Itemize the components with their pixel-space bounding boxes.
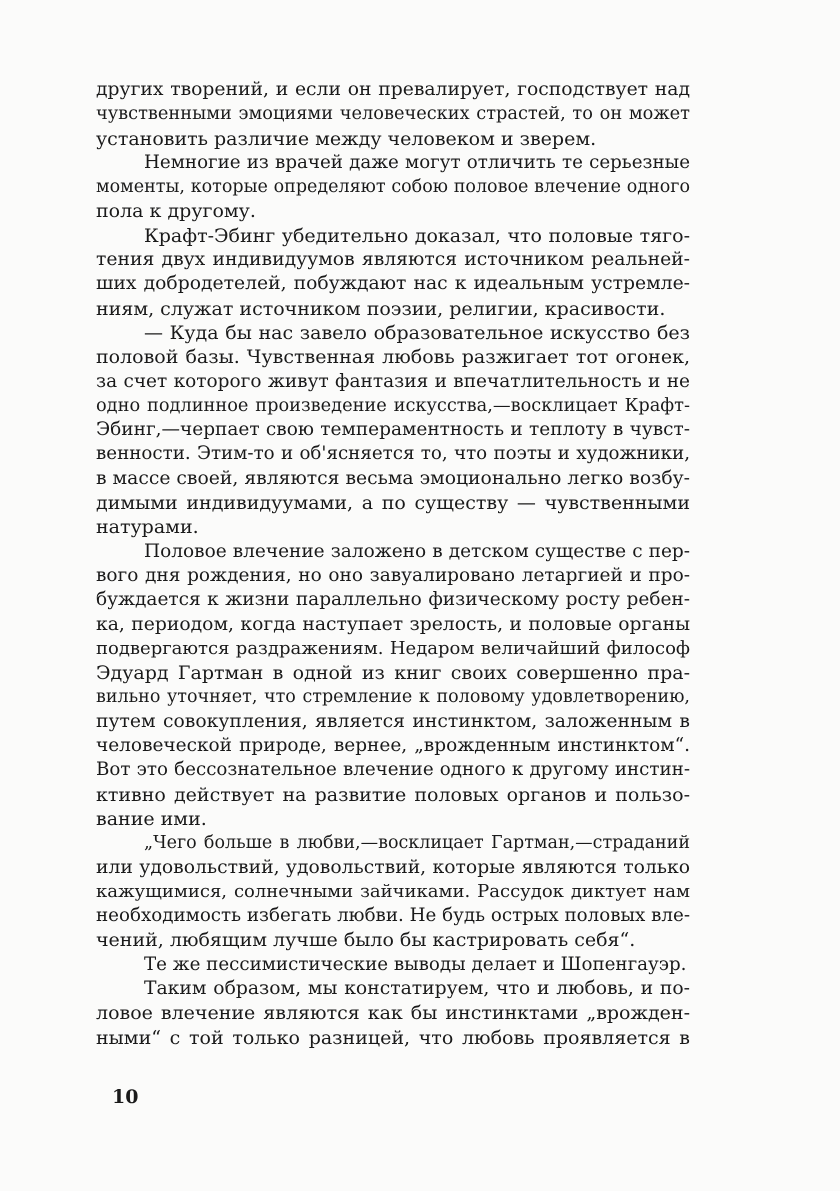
text-line: установить различие между человеком и зверем. bbox=[96, 127, 597, 150]
text-line: Вот это бессознательное влечение одного к другому инстин- bbox=[96, 759, 690, 781]
text-line: Таким образом, мы констатируем, что и любовь, и по- bbox=[144, 977, 690, 999]
text-line: ктивно действует на развитие половых органов и пользо- bbox=[96, 783, 690, 806]
text-line: вание ими. bbox=[96, 807, 207, 830]
text-line: натурами. bbox=[96, 516, 199, 539]
text-line: необходимость избегать любви. Не будь острых половых вле- bbox=[96, 905, 690, 927]
body-text bbox=[96, 78, 690, 1050]
text-line: ными“ с той только разницей, что любовь проявляется в bbox=[96, 1026, 690, 1049]
text-line: вого дня рождения, но оно завуалировано летаргией и про- bbox=[96, 564, 690, 586]
text-line: Половое влечение заложено в детском существе с пер- bbox=[144, 540, 690, 562]
text-line: подвергаются раздражениям. Недаром величайший философ bbox=[96, 637, 690, 659]
text-line: буждается к жизни параллельно физическому росту ребен- bbox=[96, 589, 690, 611]
text-line: тения двух индивидуумов являются источником реальней- bbox=[96, 249, 690, 271]
text-line: пола к другому. bbox=[96, 200, 256, 223]
text-line: за счет которого живут фантазия и впечатлительность и не bbox=[96, 370, 690, 392]
text-line: путем совокупления, является инстинктом, заложенным в bbox=[96, 710, 690, 732]
text-line: венности. Этим-то и об'ясняется то, что поэты и художники, bbox=[96, 443, 690, 465]
text-line: половой базы. Чувственная любовь разжигает тот огонек, bbox=[96, 346, 690, 369]
text-line: ка, периодом, когда наступает зрелость, и половые органы bbox=[96, 613, 690, 635]
text-line: ших добродетелей, побуждают нас к идеальным устремле- bbox=[96, 273, 690, 295]
text-line: Крафт-Эбинг убедительно доказал, что половые тяго- bbox=[144, 224, 690, 247]
text-line: — Куда бы нас завело образовательное искусство без bbox=[144, 321, 690, 344]
page-number: 10 bbox=[112, 1086, 139, 1108]
text-line: чений, любящим лучше было бы кастрировать себя“. bbox=[96, 929, 636, 952]
text-line: или удовольствий, удовольствий, которые являются только bbox=[96, 856, 690, 878]
text-line: Те же пессимистические выводы делает и Шопенгауэр. bbox=[144, 953, 687, 975]
text-line: других творений, и если он превалирует, господствует над bbox=[96, 79, 690, 100]
text-line: в массе своей, являются весьма эмоционально легко возбу- bbox=[96, 467, 690, 489]
text-line: Эдуард Гартман в одной из книг своих совершенно пра- bbox=[96, 662, 690, 685]
text-line: димыми индивидуумами, а по существу — чувственными bbox=[96, 492, 690, 515]
text-line: „Чего больше в любви,—восклицает Гартман,—страданий bbox=[144, 833, 690, 854]
text-line: человеческой природе, вернее, „врожденным инстинктом“. bbox=[96, 735, 690, 757]
text-line: чувственными эмоциями человеческих страстей, то он может bbox=[96, 104, 690, 125]
text-line: моменты, которые определяют собою половое влечение одного bbox=[96, 177, 690, 198]
text-line: кажущимися, солнечными зайчиками. Рассудок диктует нам bbox=[96, 880, 690, 902]
text-line: вильно уточняет, что стремление к половому удовлетворению, bbox=[96, 687, 690, 708]
text-line: Немногие из врачей даже могут отличить те серьезные bbox=[144, 151, 690, 173]
text-line: ловое влечение являются как бы инстинктами „врожден- bbox=[96, 1002, 690, 1025]
text-line: Эбинг,—черпает свою темпераментность и теплоту в чувст- bbox=[96, 419, 690, 441]
text-line: ниям, служат источником поэзии, религии, красивости. bbox=[96, 297, 666, 320]
text-line: одно подлинное произведение искусства,—восклицает Крафт- bbox=[96, 395, 690, 416]
